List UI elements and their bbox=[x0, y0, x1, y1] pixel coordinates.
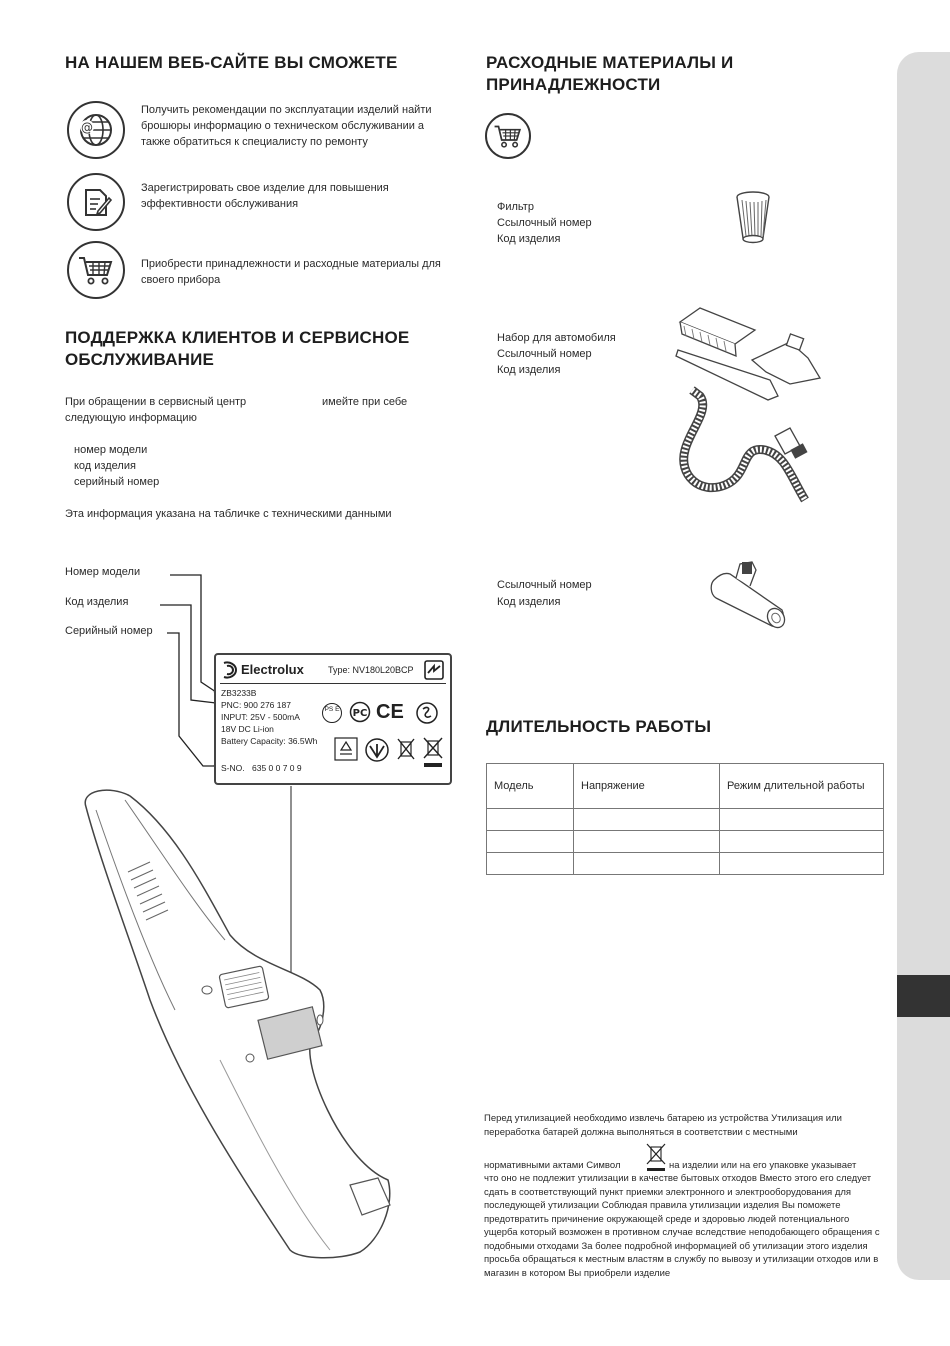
table-cell bbox=[487, 831, 574, 853]
accessories-cart-icon bbox=[485, 113, 531, 159]
class-ii-icon bbox=[424, 660, 444, 680]
table-cell bbox=[720, 831, 884, 853]
support-list-item: код изделия bbox=[74, 460, 136, 472]
recycle-icon bbox=[334, 737, 358, 761]
plate-model: ZB3233B bbox=[221, 688, 257, 698]
table-row bbox=[487, 831, 884, 853]
svg-text:@: @ bbox=[81, 120, 93, 135]
table-cell bbox=[487, 853, 574, 875]
side-tab-marker bbox=[897, 975, 950, 1017]
ce-mark: CE bbox=[376, 701, 404, 723]
web-section-title: НА НАШЕМ ВЕБ-САЙТЕ ВЫ СМОЖЕТЕ bbox=[65, 53, 398, 72]
table-cell bbox=[720, 853, 884, 875]
shopping-cart-icon bbox=[67, 241, 125, 299]
label-model-number: Номер модели bbox=[65, 566, 141, 578]
web-item-1-text: Получить рекомендации по эксплуатации изделий найти брошюры информацию о техническом обслуживании а также обратиться к специалисту по ремонту bbox=[141, 104, 432, 148]
support-list-item: серийный номер bbox=[74, 476, 160, 488]
turbo-brush-image bbox=[706, 560, 790, 630]
support-intro-a: При обращении в сервисный центр bbox=[65, 396, 247, 408]
support-intro-b: имейте при себе bbox=[322, 396, 408, 408]
disposal-symbol-line-end: на изделии или на его упаковке указывает bbox=[669, 1160, 857, 1171]
plate-sno-label: S-NO. bbox=[221, 763, 245, 773]
side-tab bbox=[897, 52, 950, 1280]
table-cell bbox=[574, 809, 720, 831]
table-header-voltage: Напряжение bbox=[574, 764, 720, 809]
web-at-icon bbox=[67, 101, 125, 159]
web-item-3-text: Приобрести принадлежности и расходные материалы для своего прибора bbox=[141, 258, 441, 286]
accessories-title-line1: РАСХОДНЫЕ МАТЕРИАЛЫ И bbox=[486, 53, 734, 72]
electrolux-logo-icon bbox=[222, 661, 238, 679]
accessories-title-line2: ПРИНАДЛЕЖНОСТИ bbox=[486, 75, 661, 94]
table-row bbox=[487, 853, 884, 875]
table-cell bbox=[720, 809, 884, 831]
eac-mark-icon bbox=[414, 701, 440, 725]
accessory-2-ref: Ссылочный номер bbox=[497, 348, 592, 360]
plate-input: INPUT: 25V - 500mA bbox=[221, 712, 300, 722]
support-note: Эта информация указана на табличке с техническими данными bbox=[65, 508, 392, 520]
table-cell bbox=[487, 809, 574, 831]
support-list-item: номер модели bbox=[74, 444, 148, 456]
disposal-paragraph-3: что оно не подлежит утилизации в качестве бытовых отходов Вместо этого его следует сдать в соответствующий пункт приемки электронного и электрооборудования для последующей утилизации Соблюдая правила утилизации изделия Вы поможете предотвратить причинение окружающей среде и здоровью людей потенциального ущерба который возможен в противном случае вследствие неподобающего обращения с подобными отходами За более подробной информацией об утилизации этого изделия просьба обращаться к местным властям в службу по вывозу и утилизации отходов или в магазин в котором Вы приобрели изделие bbox=[484, 1173, 880, 1279]
plate-brand: Electrolux bbox=[241, 662, 304, 677]
plate-pnc: PNC: 900 276 187 bbox=[221, 700, 291, 710]
weee-symbol-icon bbox=[645, 1143, 667, 1173]
conformity-mark-icon bbox=[364, 737, 390, 763]
web-item-2-text: Зарегистрировать свое изделие для повышения эффективности обслуживания bbox=[141, 182, 389, 210]
svg-text:РС: РС bbox=[352, 708, 368, 719]
accessory-1-name: Фильтр bbox=[497, 201, 534, 213]
table-header-mode: Режим длительной работы bbox=[720, 764, 884, 809]
table-row bbox=[487, 809, 884, 831]
runtime-table bbox=[486, 763, 884, 875]
accessory-2-name: Набор для автомобиля bbox=[497, 332, 616, 344]
filter-image bbox=[730, 188, 776, 246]
table-header-model: Модель bbox=[487, 764, 574, 809]
weee-bin-battery-icon bbox=[422, 737, 444, 769]
accessory-2-code: Код изделия bbox=[497, 364, 561, 376]
accessory-3-ref: Ссылочный номер bbox=[497, 579, 592, 591]
accessory-3-code: Код изделия bbox=[497, 596, 561, 608]
accessory-1-code: Код изделия bbox=[497, 233, 561, 245]
registration-form-icon bbox=[67, 173, 125, 231]
plate-sno-value: 635 0 0 7 0 9 bbox=[252, 763, 302, 773]
rating-plate bbox=[214, 653, 452, 785]
table-cell bbox=[574, 831, 720, 853]
plate-battery: Battery Capacity: 36.5Wh bbox=[221, 736, 318, 746]
pse-mark-text: PS E bbox=[324, 706, 340, 713]
accessory-1-ref: Ссылочный номер bbox=[497, 217, 592, 229]
pse-mark-icon bbox=[322, 703, 342, 723]
plate-dc: 18V DC Li-ion bbox=[221, 724, 274, 734]
runtime-title: ДЛИТЕЛЬНОСТЬ РАБОТЫ bbox=[486, 717, 712, 736]
table-cell bbox=[574, 853, 720, 875]
plate-divider bbox=[220, 683, 446, 684]
label-product-code: Код изделия bbox=[65, 596, 129, 608]
disposal-paragraph-1: Перед утилизацией необходимо извлечь батарею из устройства Утилизация или переработка батарей должна выполняться в соответствии с местными bbox=[484, 1113, 842, 1138]
disposal-symbol-line-start: нормативными актами Символ bbox=[484, 1160, 621, 1171]
car-kit-image bbox=[670, 300, 840, 510]
support-title-line1: ПОДДЕРЖКА КЛИЕНТОВ И СЕРВИСНОЕ bbox=[65, 328, 410, 347]
support-intro-c: следующую информацию bbox=[65, 412, 197, 424]
table-header-row bbox=[487, 764, 884, 809]
plate-type: Type: NV180L20BCP bbox=[328, 665, 414, 675]
label-serial-number: Серийный номер bbox=[65, 625, 153, 637]
support-title-line2: ОБСЛУЖИВАНИЕ bbox=[65, 350, 215, 369]
weee-bin-icon bbox=[396, 737, 416, 761]
pct-mark-icon bbox=[348, 701, 372, 723]
